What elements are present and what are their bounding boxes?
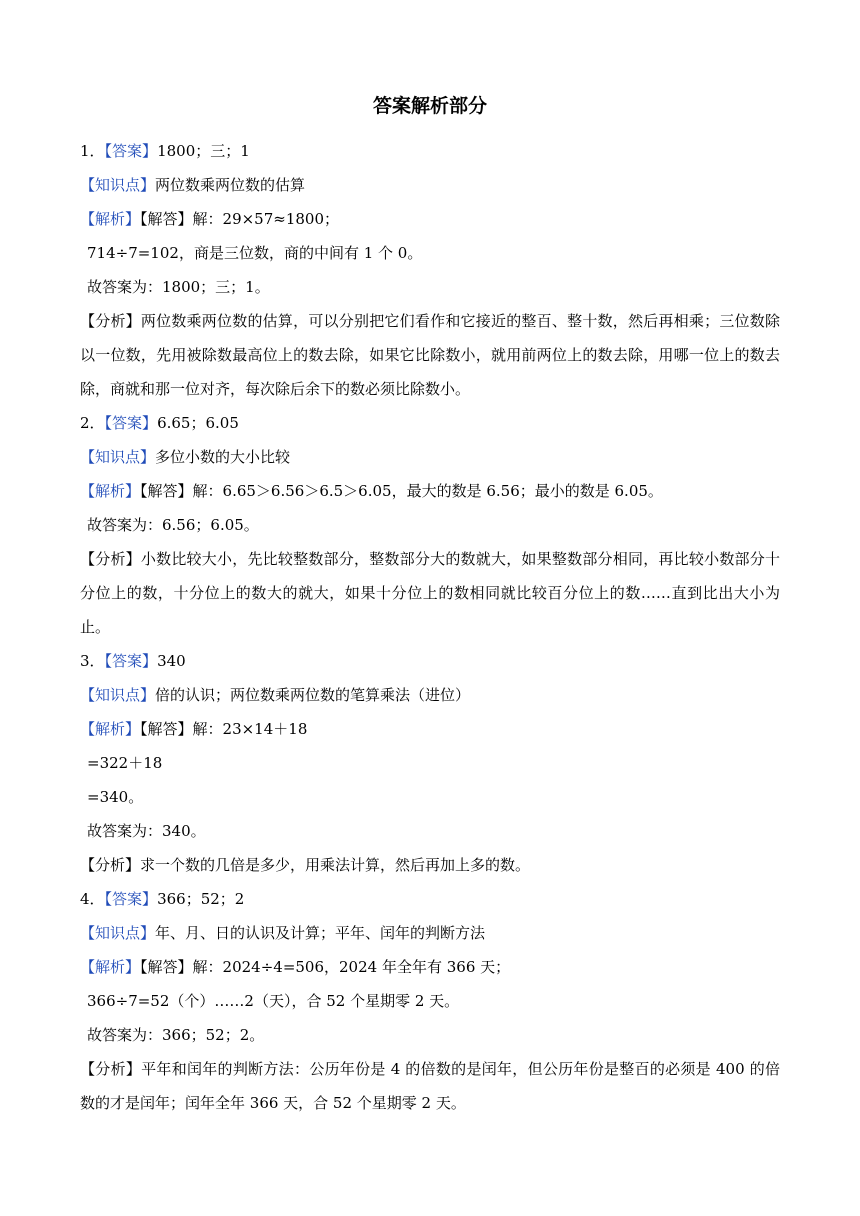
q3-solution-line2: =322＋18 [87, 754, 163, 772]
q3-review [80, 848, 780, 882]
analysis-label: 【解析】 [80, 210, 141, 228]
answer-label: 【答案】 [104, 652, 158, 670]
q2-solution-line2: 故答案为：6.56；6.05。 [87, 516, 259, 534]
q1-review-text: 两位数乘两位数的估算，可以分别把它们看作和它接近的整百、整十数，然后再相乘；三位数除以一位数，先用被除数最高位上的数去除，如果它比除数小，就用前两位上的数去除，用哪一位上的数去除，商就和那一位对齐，每次除后余下的数必须比除数小。 [80, 312, 780, 398]
q2-knowledge-line [80, 440, 780, 474]
q1-number: 1． [80, 142, 105, 160]
q1-solution-line2: 714÷7=102，商是三位数，商的中间有 1 个 0。 [87, 244, 423, 262]
q2-analysis-line [80, 474, 780, 508]
q4-review-text: 平年和闰年的判断方法：公历年份是 4 的倍数的是闰年，但公历年份是整百的必须是 400 的倍数的才是闰年；闰年全年 366 天，合 52 个星期零 2 天。 [80, 1060, 780, 1112]
knowledge-label: 【知识点】 [80, 448, 156, 466]
page-title: 答案解析部分 [372, 95, 487, 117]
q2-review [80, 542, 780, 644]
q1-answer-line [80, 134, 780, 168]
q2-review-text: 小数比较大小，先比较整数部分，整数部分大的数就大，如果整数部分相同，再比较小数部分十分位上的数，十分位上的数大的就大，如果十分位上的数相同就比较百分位上的数……直到比出大小为止。 [80, 550, 780, 636]
q4-answer: 366；52；2 [157, 890, 245, 908]
q3-knowledge-line [80, 678, 780, 712]
solution-label: 【解答】 [140, 720, 193, 738]
q2-solution-line1: 解：6.65＞6.56＞6.5＞6.05，最大的数是 6.56；最小的数是 6.05。 [192, 482, 663, 500]
review-label: 【分析】 [80, 550, 141, 568]
q4-analysis-line [80, 950, 780, 984]
solution-label: 【解答】 [140, 210, 193, 228]
review-label: 【分析】 [80, 1060, 142, 1078]
analysis-label: 【解析】 [80, 720, 141, 738]
q3-solution-line4: 故答案为：340。 [87, 822, 206, 840]
analysis-label: 【解析】 [80, 482, 141, 500]
q4-knowledge-line [80, 916, 780, 950]
q2-knowledge: 多位小数的大小比较 [155, 448, 291, 466]
q4-number: 4． [80, 890, 105, 908]
knowledge-label: 【知识点】 [80, 176, 156, 194]
q1-knowledge: 两位数乘两位数的估算 [155, 176, 306, 194]
q1-solution-line3: 故答案为：1800；三；1。 [87, 278, 270, 296]
review-label: 【分析】 [80, 312, 141, 330]
solution-label: 【解答】 [140, 482, 193, 500]
q1-knowledge-line [80, 168, 780, 202]
q1-review [80, 304, 780, 406]
review-label: 【分析】 [80, 856, 141, 874]
q2-answer-line [80, 406, 780, 440]
q4-review [80, 1052, 780, 1120]
q1-solution-line1: 解：29×57≈1800； [192, 210, 340, 228]
answer-content [80, 134, 780, 1120]
analysis-label: 【解析】 [80, 958, 141, 976]
q2-answer: 6.65；6.05 [157, 414, 239, 432]
answer-label: 【答案】 [104, 414, 158, 432]
q3-answer-line [80, 644, 780, 678]
answer-label: 【答案】 [104, 890, 158, 908]
q3-review-text: 求一个数的几倍是多少，用乘法计算，然后再加上多的数。 [140, 856, 531, 874]
q3-solution-line3: =340。 [87, 788, 144, 806]
q1-analysis-line [80, 202, 780, 236]
q4-solution-line2: 366÷7=52（个）……2（天），合 52 个星期零 2 天。 [87, 992, 460, 1010]
knowledge-label: 【知识点】 [80, 686, 156, 704]
q4-knowledge: 年、月、日的认识及计算；平年、闰年的判断方法 [155, 924, 486, 942]
q4-solution-line1: 解：2024÷4=506，2024 年全年有 366 天； [192, 958, 511, 976]
q3-answer: 340 [157, 652, 186, 670]
q4-answer-line [80, 882, 780, 916]
knowledge-label: 【知识点】 [80, 924, 156, 942]
q3-analysis-line [80, 712, 780, 746]
q3-number: 3． [80, 652, 105, 670]
q2-number: 2． [80, 414, 105, 432]
solution-label: 【解答】 [140, 958, 193, 976]
q3-solution-line1: 解：23×14＋18 [192, 720, 308, 738]
answer-label: 【答案】 [104, 142, 158, 160]
q1-answer: 1800；三；1 [157, 142, 250, 160]
q4-solution-line3: 故答案为：366；52；2。 [87, 1026, 265, 1044]
q3-knowledge: 倍的认识；两位数乘两位数的笔算乘法（进位） [155, 686, 471, 704]
